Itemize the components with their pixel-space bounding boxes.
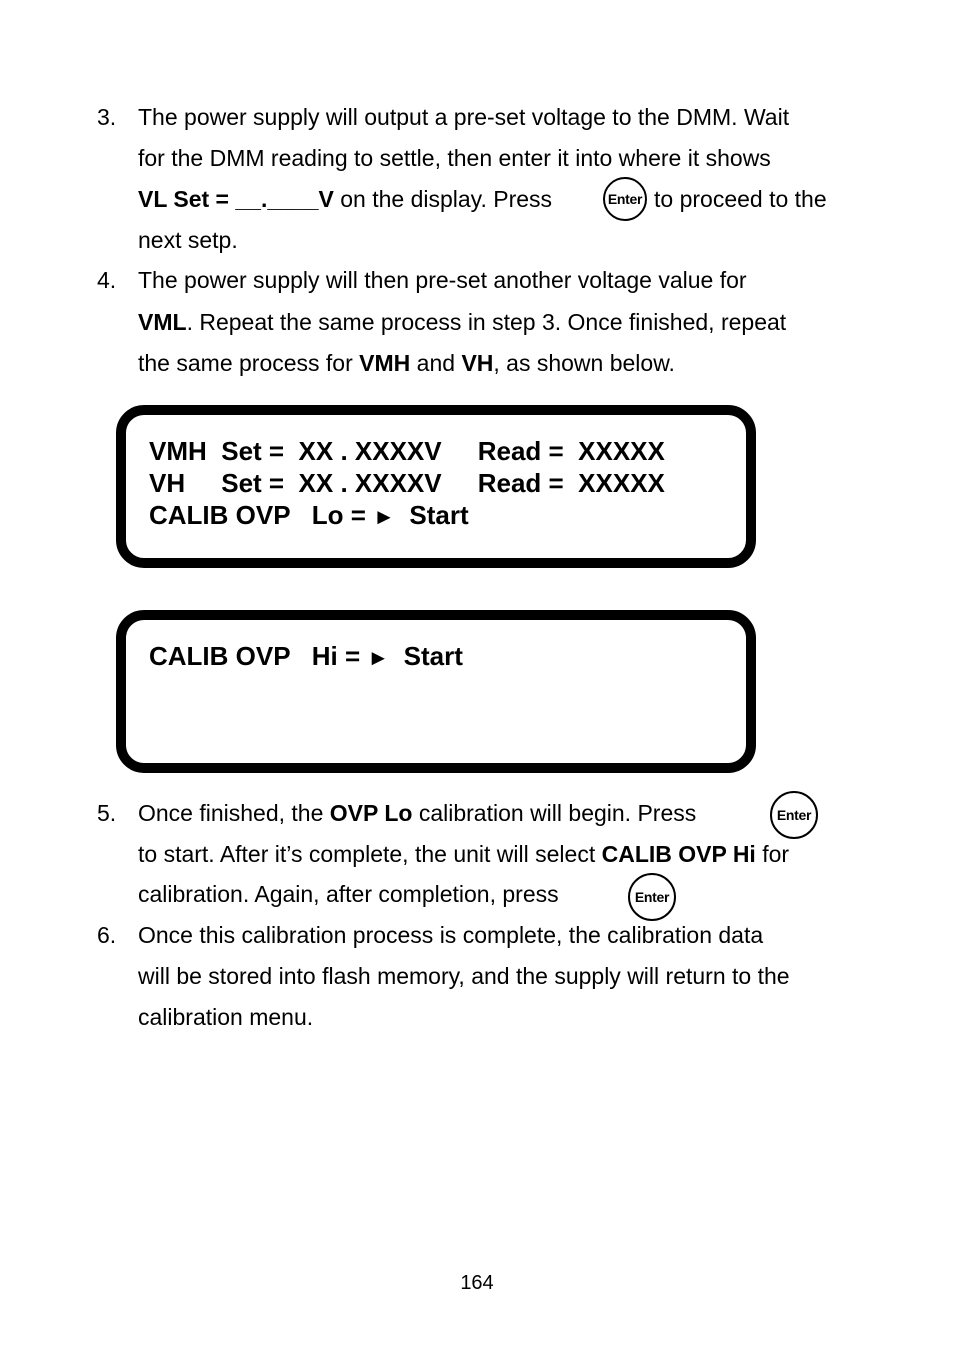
- step-5-text: for: [755, 841, 790, 867]
- ovp-lo-text: OVP Lo: [329, 800, 413, 826]
- lcd-row-vh: VH Set = XX . XXXXV Read = XXXXX: [149, 468, 665, 498]
- lcd-label: CALIB OVP Hi =: [149, 641, 368, 671]
- lcd-display-calib-hi: [116, 610, 756, 773]
- step-6-line-3: calibration menu.: [138, 1004, 314, 1030]
- enter-key-icon: Enter: [770, 791, 818, 839]
- step-3-text: on the display. Press: [333, 186, 553, 212]
- vh-text: VH: [461, 350, 494, 376]
- step-4-line-1: The power supply will then pre-set another voltage value for: [138, 267, 747, 293]
- step-3-line-3-tail: to proceed to the: [654, 186, 827, 212]
- page-number: 164: [460, 1272, 494, 1294]
- step-4-text: , as shown below.: [493, 350, 675, 376]
- step-5-line-3: calibration. Again, after completion, press: [138, 881, 559, 907]
- step-6-number: 6.: [97, 922, 117, 948]
- step-5-line-2: [138, 834, 789, 875]
- enter-key-icon: Enter: [603, 177, 647, 221]
- step-4-line-2: [138, 302, 786, 343]
- step-5-text: calibration will begin. Press: [412, 800, 697, 826]
- enter-key-icon: Enter: [628, 873, 676, 921]
- step-5-line-1: [138, 793, 696, 834]
- lcd-start-label: Start: [389, 641, 463, 671]
- lcd-row-vmh: VMH Set = XX . XXXXV Read = XXXXX: [149, 436, 665, 466]
- lcd-label: CALIB OVP Lo =: [149, 500, 374, 530]
- step-4-line-3: [138, 343, 675, 384]
- step-3-line-3: [138, 179, 552, 220]
- step-4-text: and: [410, 350, 462, 376]
- step-4-number: 4.: [97, 267, 117, 293]
- arrow-right-icon: ►: [367, 645, 390, 670]
- step-3-line-2: for the DMM reading to settle, then enter it into where it shows: [138, 145, 771, 171]
- step-3-number: 3.: [97, 104, 117, 130]
- step-6-line-2: will be stored into flash memory, and the supply will return to the: [138, 963, 790, 989]
- vl-set-text: VL Set = __.____V: [138, 186, 334, 212]
- step-4-text: . Repeat the same process in step 3. Once finished, repeat: [186, 309, 787, 335]
- step-6-line-1: Once this calibration process is complete, the calibration data: [138, 922, 764, 948]
- step-4-text: the same process for: [138, 350, 360, 376]
- step-5-number: 5.: [97, 800, 117, 826]
- vmh-text: VMH: [359, 350, 411, 376]
- lcd-row-calib-ovp-lo: [149, 499, 469, 533]
- step-3-line-1: The power supply will output a pre-set voltage to the DMM. Wait: [138, 104, 790, 130]
- lcd-display-vmh-vh: [116, 405, 756, 568]
- step-5-text: Once finished, the: [138, 800, 330, 826]
- lcd-start-label: Start: [394, 500, 469, 530]
- vml-text: VML: [138, 309, 187, 335]
- step-5-text: to start. After it’s complete, the unit will select: [138, 841, 602, 867]
- arrow-right-icon: ►: [373, 504, 395, 529]
- step-3-line-4: next setp.: [138, 227, 238, 253]
- calib-ovp-hi-text: CALIB OVP Hi: [601, 841, 756, 867]
- lcd-row-calib-ovp-hi: [149, 640, 463, 674]
